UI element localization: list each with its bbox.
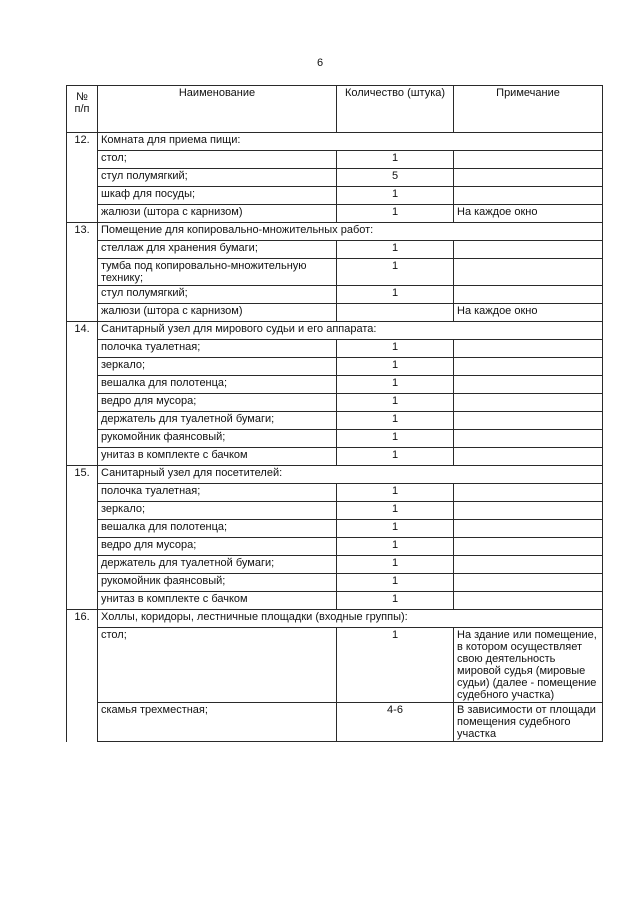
item-name: шкаф для посуды;	[98, 187, 337, 205]
item-quantity: 1	[337, 520, 454, 538]
item-quantity: 1	[337, 448, 454, 466]
section-title: Помещение для копировально-множительных работ:	[98, 223, 603, 241]
section-number: 12.	[67, 133, 98, 151]
item-note: На здание или помещение, в котором осуществляет свою деятельность мировой судья (мировые судьи) (далее - помещение судебного участка)	[454, 628, 603, 703]
item-note	[454, 430, 603, 448]
item-row	[67, 538, 603, 556]
item-name: стул полумягкий;	[98, 169, 337, 187]
item-name: скамья трехместная;	[98, 703, 337, 742]
item-note	[454, 484, 603, 502]
header-name: Наименование	[98, 86, 337, 133]
item-number-blank	[67, 502, 98, 520]
item-row	[67, 574, 603, 592]
item-number-blank	[67, 304, 98, 322]
item-note	[454, 187, 603, 205]
item-note	[454, 241, 603, 259]
item-name: зеркало;	[98, 358, 337, 376]
item-number-blank	[67, 358, 98, 376]
item-note: В зависимости от площади помещения судебного участка	[454, 703, 603, 742]
item-note	[454, 520, 603, 538]
section-title: Санитарный узел для посетителей:	[98, 466, 603, 484]
item-number-blank	[67, 556, 98, 574]
item-quantity: 1	[337, 340, 454, 358]
section-row	[67, 466, 603, 484]
item-row	[67, 340, 603, 358]
section-row	[67, 223, 603, 241]
item-quantity: 1	[337, 430, 454, 448]
item-quantity: 1	[337, 241, 454, 259]
item-name: держатель для туалетной бумаги;	[98, 412, 337, 430]
section-title: Холлы, коридоры, лестничные площадки (входные группы):	[98, 610, 603, 628]
item-number-blank	[67, 703, 98, 742]
item-row	[67, 484, 603, 502]
item-name: стол;	[98, 151, 337, 169]
item-number-blank	[67, 340, 98, 358]
item-name: полочка туалетная;	[98, 340, 337, 358]
item-row	[67, 556, 603, 574]
item-note	[454, 394, 603, 412]
item-quantity: 1	[337, 574, 454, 592]
item-note	[454, 358, 603, 376]
item-quantity: 1	[337, 412, 454, 430]
item-row	[67, 394, 603, 412]
item-quantity: 1	[337, 376, 454, 394]
page-number: 6	[316, 57, 324, 69]
item-name: стеллаж для хранения бумаги;	[98, 241, 337, 259]
item-name: вешалка для полотенца;	[98, 376, 337, 394]
item-note	[454, 412, 603, 430]
section-row	[67, 322, 603, 340]
item-quantity: 1	[337, 187, 454, 205]
item-quantity: 4-6	[337, 703, 454, 742]
item-number-blank	[67, 241, 98, 259]
item-number-blank	[67, 448, 98, 466]
item-note	[454, 169, 603, 187]
item-name: полочка туалетная;	[98, 484, 337, 502]
item-name: унитаз в комплекте с бачком	[98, 448, 337, 466]
item-row	[67, 187, 603, 205]
item-row	[67, 241, 603, 259]
item-row	[67, 358, 603, 376]
item-note	[454, 556, 603, 574]
item-number-blank	[67, 286, 98, 304]
item-note	[454, 448, 603, 466]
item-quantity	[337, 304, 454, 322]
item-note	[454, 340, 603, 358]
item-number-blank	[67, 538, 98, 556]
section-row	[67, 133, 603, 151]
item-quantity: 1	[337, 484, 454, 502]
item-row	[67, 703, 603, 742]
item-note	[454, 502, 603, 520]
section-title: Комната для приема пищи:	[98, 133, 603, 151]
item-note: На каждое окно	[454, 304, 603, 322]
item-note	[454, 538, 603, 556]
item-quantity: 1	[337, 205, 454, 223]
item-number-blank	[67, 412, 98, 430]
item-quantity: 1	[337, 592, 454, 610]
item-row	[67, 592, 603, 610]
item-quantity: 5	[337, 169, 454, 187]
item-quantity: 1	[337, 151, 454, 169]
item-number-blank	[67, 394, 98, 412]
item-name: жалюзи (штора с карнизом)	[98, 304, 337, 322]
item-name: зеркало;	[98, 502, 337, 520]
section-row	[67, 610, 603, 628]
item-note	[454, 574, 603, 592]
item-number-blank	[67, 592, 98, 610]
item-note	[454, 592, 603, 610]
item-quantity: 1	[337, 358, 454, 376]
item-number-blank	[67, 376, 98, 394]
item-row	[67, 628, 603, 703]
item-number-blank	[67, 205, 98, 223]
item-number-blank	[67, 520, 98, 538]
item-number-blank	[67, 628, 98, 703]
item-quantity: 1	[337, 259, 454, 286]
item-quantity: 1	[337, 286, 454, 304]
table-header-row	[67, 86, 603, 133]
section-number: 15.	[67, 466, 98, 484]
furniture-table	[66, 85, 603, 742]
item-note	[454, 286, 603, 304]
item-row	[67, 259, 603, 286]
item-name: рукомойник фаянсовый;	[98, 574, 337, 592]
item-note	[454, 151, 603, 169]
item-number-blank	[67, 169, 98, 187]
item-number-blank	[67, 574, 98, 592]
header-note: Примечание	[454, 86, 603, 133]
item-name: стол;	[98, 628, 337, 703]
item-row	[67, 304, 603, 322]
section-number: 16.	[67, 610, 98, 628]
item-row	[67, 520, 603, 538]
section-number: 14.	[67, 322, 98, 340]
item-name: стул полумягкий;	[98, 286, 337, 304]
item-quantity: 1	[337, 538, 454, 556]
item-name: ведро для мусора;	[98, 394, 337, 412]
item-quantity: 1	[337, 502, 454, 520]
item-name: держатель для туалетной бумаги;	[98, 556, 337, 574]
item-note	[454, 259, 603, 286]
item-row	[67, 502, 603, 520]
item-number-blank	[67, 484, 98, 502]
item-row	[67, 169, 603, 187]
item-number-blank	[67, 430, 98, 448]
item-name: тумба под копировально-множительную технику;	[98, 259, 337, 286]
item-number-blank	[67, 187, 98, 205]
item-name: рукомойник фаянсовый;	[98, 430, 337, 448]
header-number: № п/п	[67, 86, 98, 133]
item-name: вешалка для полотенца;	[98, 520, 337, 538]
section-number: 13.	[67, 223, 98, 241]
item-quantity: 1	[337, 394, 454, 412]
item-name: жалюзи (штора с карнизом)	[98, 205, 337, 223]
item-row	[67, 151, 603, 169]
item-note	[454, 376, 603, 394]
item-quantity: 1	[337, 556, 454, 574]
item-row	[67, 430, 603, 448]
item-name: ведро для мусора;	[98, 538, 337, 556]
item-number-blank	[67, 151, 98, 169]
item-row	[67, 376, 603, 394]
header-quantity: Количество (штука)	[337, 86, 454, 133]
item-number-blank	[67, 259, 98, 286]
section-title: Санитарный узел для мирового судьи и его аппарата:	[98, 322, 603, 340]
item-name: унитаз в комплекте с бачком	[98, 592, 337, 610]
item-row	[67, 448, 603, 466]
item-row	[67, 205, 603, 223]
item-row	[67, 286, 603, 304]
item-quantity: 1	[337, 628, 454, 703]
item-row	[67, 412, 603, 430]
item-note: На каждое окно	[454, 205, 603, 223]
